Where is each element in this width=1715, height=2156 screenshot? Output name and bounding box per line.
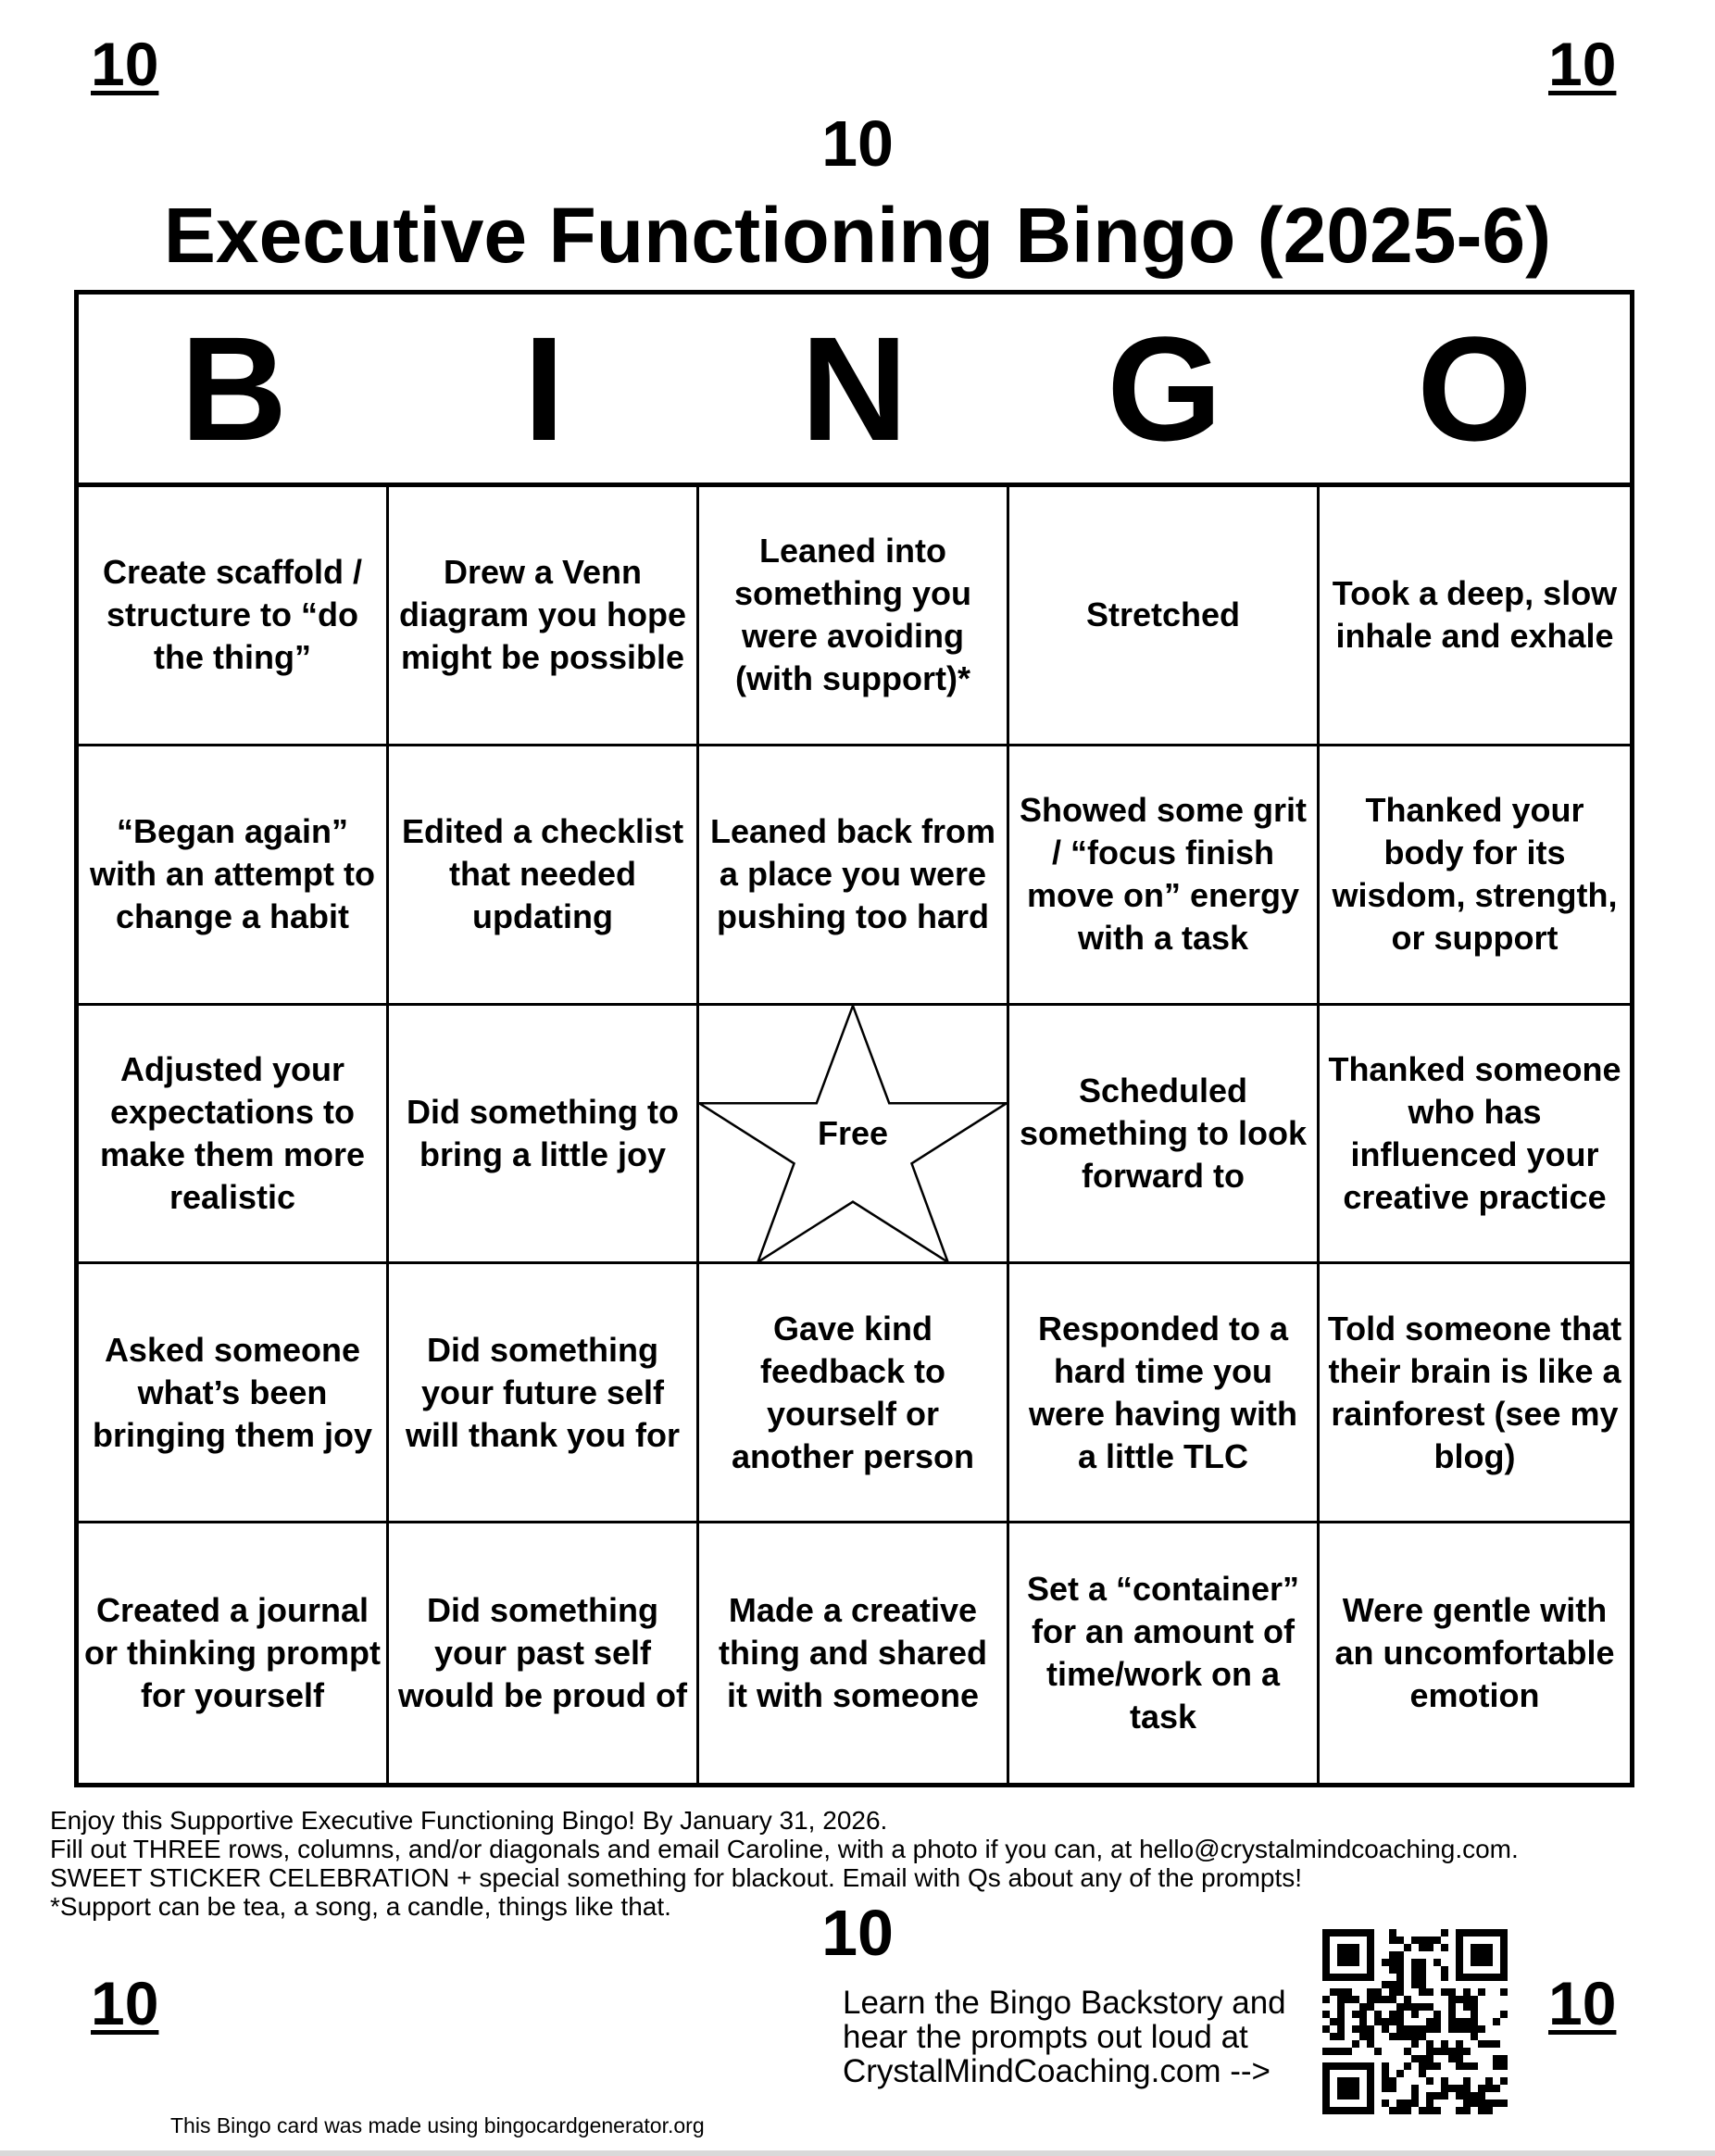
bingo-cell[interactable]: Took a deep, slow inhale and exhale	[1320, 487, 1630, 746]
bingo-cell[interactable]: Leaned into something you were avoiding (with support)*	[699, 487, 1009, 746]
bingo-cell[interactable]: Create scaffold / structure to “do the thing”	[79, 487, 389, 746]
bingo-grid	[79, 487, 1630, 1783]
page-bottom-edge	[0, 2150, 1715, 2156]
instructions-line: SWEET STICKER CELEBRATION + special something for blackout. Email with Qs about any of the prompts!	[50, 1863, 1303, 1892]
bingo-cell[interactable]: Did something your future self will thank you for	[389, 1264, 699, 1523]
bingo-cell[interactable]: Thanked someone who has influenced your creative practice	[1320, 1006, 1630, 1265]
bingo-cell[interactable]: Responded to a hard time you were having with a little TLC	[1009, 1264, 1320, 1523]
card-number-bottom: 10	[821, 1897, 894, 1969]
bingo-cell[interactable]: Adjusted your expectations to make them more realistic	[79, 1006, 389, 1265]
bingo-cell[interactable]: Drew a Venn diagram you hope might be possible	[389, 487, 699, 746]
bingo-cell[interactable]: Edited a checklist that needed updating	[389, 746, 699, 1006]
bingo-header	[79, 295, 1630, 487]
corner-number-bottom-left: 10	[91, 1969, 159, 2037]
header-letter-b: B	[180, 305, 288, 471]
bingo-cell[interactable]: Did something to bring a little joy	[389, 1006, 699, 1265]
bingo-cell[interactable]: Showed some grit / “focus finish move on” energy with a task	[1009, 746, 1320, 1006]
backstory-link[interactable]: CrystalMindCoaching.com -->	[843, 2053, 1271, 2089]
free-space[interactable]	[699, 1006, 1009, 1265]
bingo-cell[interactable]: Asked someone what’s been bringing them joy	[79, 1264, 389, 1523]
page-title: Executive Functioning Bingo (2025-6)	[163, 192, 1552, 279]
header-letter-o: O	[1417, 305, 1533, 471]
bingo-cell[interactable]: Did something your past self would be proud of	[389, 1523, 699, 1783]
instructions-line: *Support can be tea, a song, a candle, things like that.	[50, 1892, 671, 1921]
bingo-card	[74, 290, 1634, 1787]
backstory-note	[843, 1986, 1286, 2088]
corner-number-top-left: 10	[91, 30, 159, 98]
corner-number-top-right: 10	[1548, 30, 1617, 98]
backstory-line: hear the prompts out loud at	[843, 2019, 1248, 2055]
instructions-line: Fill out THREE rows, columns, and/or diagonals and email Caroline, with a photo if you can, at hello@crystalmindcoaching.com.	[50, 1835, 1519, 1863]
qr-code-icon[interactable]	[1322, 1929, 1508, 2114]
bingo-cell[interactable]: Created a journal or thinking prompt for yourself	[79, 1523, 389, 1783]
header-letter-i: I	[523, 305, 565, 471]
generator-credit: This Bingo card was made using bingocardgenerator.org	[170, 2113, 705, 2137]
bingo-cell[interactable]: Scheduled something to look forward to	[1009, 1006, 1320, 1265]
bingo-cell[interactable]: Stretched	[1009, 487, 1320, 746]
bingo-cell[interactable]: Set a “container” for an amount of time/work on a task	[1009, 1523, 1320, 1783]
header-letter-n: N	[800, 305, 908, 471]
bingo-cell[interactable]: Leaned back from a place you were pushing too hard	[699, 746, 1009, 1006]
bingo-cell[interactable]: “Began again” with an attempt to change a habit	[79, 746, 389, 1006]
header-letter-g: G	[1107, 305, 1222, 471]
bingo-cell[interactable]: Gave kind feedback to yourself or another person	[699, 1264, 1009, 1523]
bingo-cell[interactable]: Thanked your body for its wisdom, strength, or support	[1320, 746, 1630, 1006]
bingo-cell[interactable]: Made a creative thing and shared it with someone	[699, 1523, 1009, 1783]
bingo-cell[interactable]: Were gentle with an uncomfortable emotion	[1334, 1591, 1615, 1715]
card-number-top: 10	[821, 107, 894, 180]
backstory-line: Learn the Bingo Backstory and	[843, 1985, 1286, 2021]
instructions-line: Enjoy this Supportive Executive Functioning Bingo! By January 31, 2026.	[50, 1806, 888, 1835]
bingo-cell[interactable]: Told someone that their brain is like a rainforest (see my blog)	[1320, 1264, 1630, 1523]
corner-number-bottom-right: 10	[1548, 1969, 1617, 2037]
free-space-label: Free	[817, 1113, 889, 1152]
